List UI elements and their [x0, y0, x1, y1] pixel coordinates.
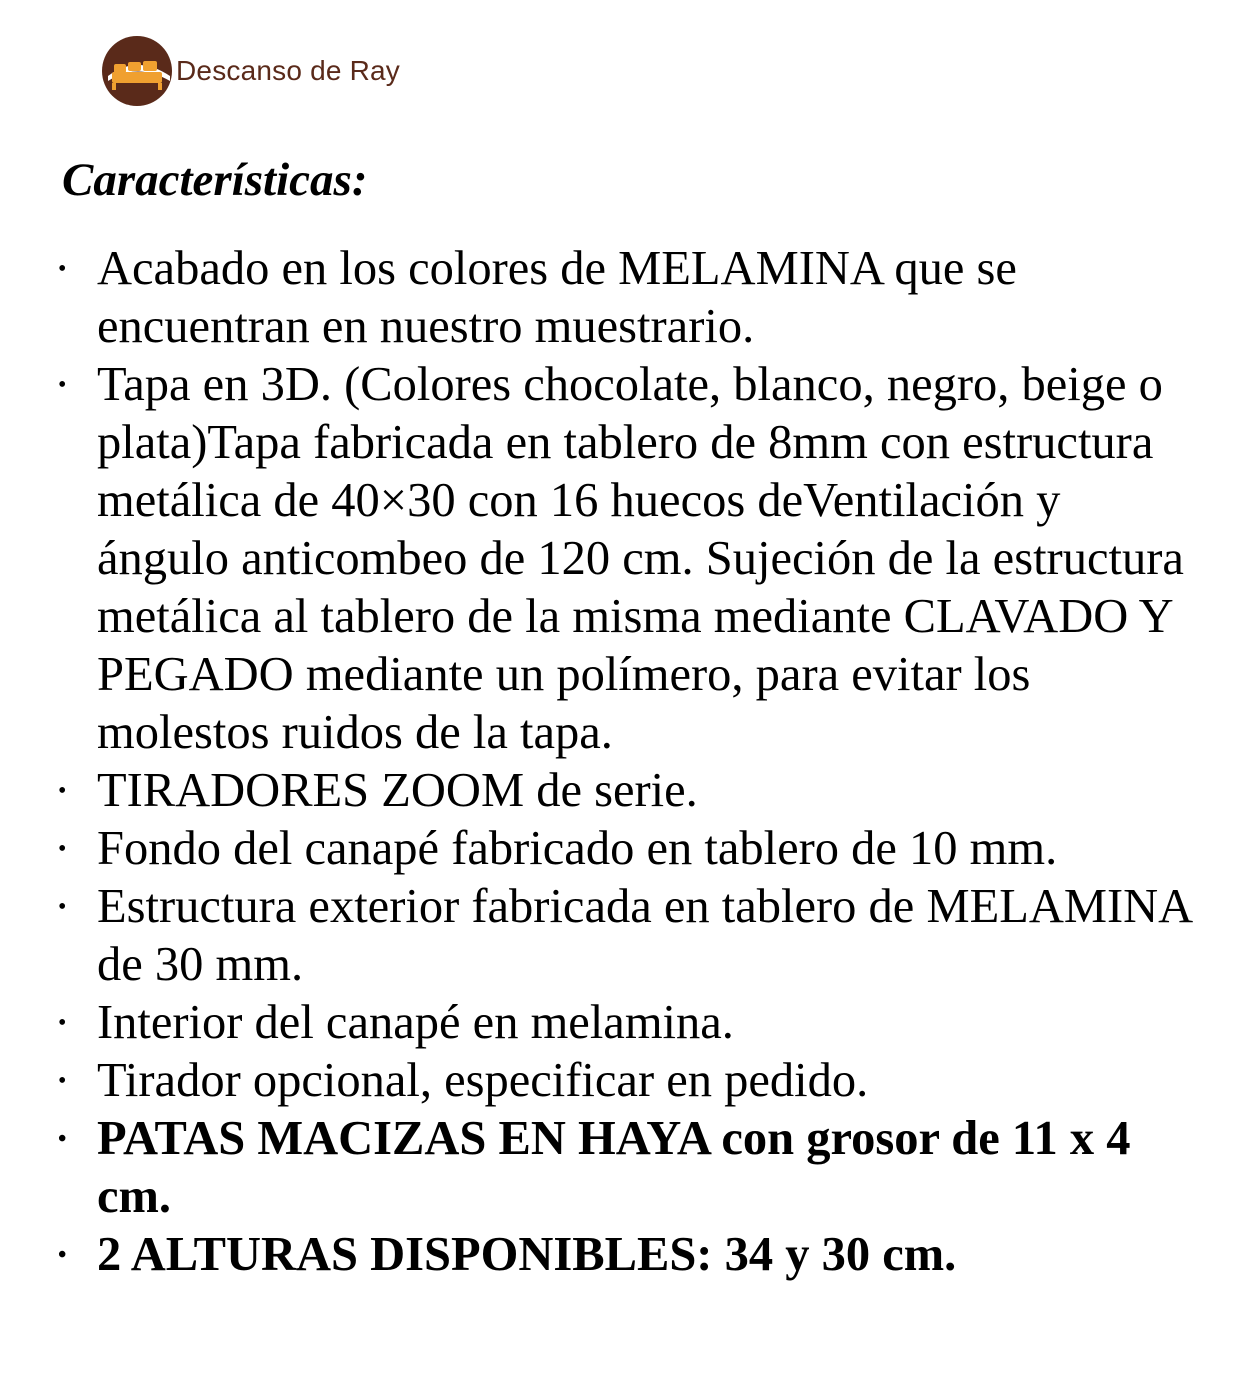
- bullet-icon: •: [58, 372, 67, 398]
- feature-text: Estructura exterior fabricada en tablero de MELAMINA de 30 mm.: [97, 880, 1191, 991]
- bullet-icon: •: [58, 1010, 67, 1036]
- brand-name: Descanso de Ray: [176, 55, 401, 86]
- feature-item: [0, 820, 1240, 878]
- feature-item: [0, 762, 1240, 820]
- bullet-icon: •: [58, 256, 67, 282]
- feature-item: [0, 240, 1240, 356]
- feature-text: TIRADORES ZOOM de serie.: [97, 764, 698, 817]
- bullet-icon: •: [58, 1242, 67, 1268]
- feature-item: [0, 1226, 1240, 1284]
- feature-item: [0, 1052, 1240, 1110]
- bullet-icon: •: [58, 836, 67, 862]
- feature-item: [0, 356, 1240, 762]
- feature-text: Tirador opcional, especificar en pedido.: [97, 1054, 869, 1107]
- bullet-icon: •: [58, 1068, 67, 1094]
- feature-text: Acabado en los colores de MELAMINA que se encuentran en nuestro muestrario.: [97, 242, 1017, 353]
- features-list: [0, 240, 1240, 1284]
- brand-logo: [100, 34, 400, 108]
- feature-item: [0, 994, 1240, 1052]
- bullet-icon: •: [58, 894, 67, 920]
- bullet-icon: •: [58, 1126, 67, 1152]
- feature-text: Tapa en 3D. (Colores chocolate, blanco, negro, beige o plata)Tapa fabricada en tablero de 8mm con estructura metálica de 40×30 con 16 huecos deVentilación y ángulo anticombeo de 120 cm. Sujeción de la estructura metálica al tablero de la misma mediante CLAVADO Y PEGADO mediante un polímero, para evitar los molestos ruidos de la tapa.: [97, 358, 1184, 759]
- bed-icon: [100, 34, 178, 108]
- section-heading: Características:: [62, 154, 368, 206]
- feature-text: PATAS MACIZAS EN HAYA con grosor de 11 x 4 cm.: [97, 1112, 1131, 1223]
- feature-text: 2 ALTURAS DISPONIBLES: 34 y 30 cm.: [97, 1228, 957, 1281]
- bullet-icon: •: [58, 778, 67, 804]
- feature-text: Fondo del canapé fabricado en tablero de 10 mm.: [97, 822, 1058, 875]
- feature-item: [0, 878, 1240, 994]
- feature-item: [0, 1110, 1240, 1226]
- feature-text: Interior del canapé en melamina.: [97, 996, 734, 1049]
